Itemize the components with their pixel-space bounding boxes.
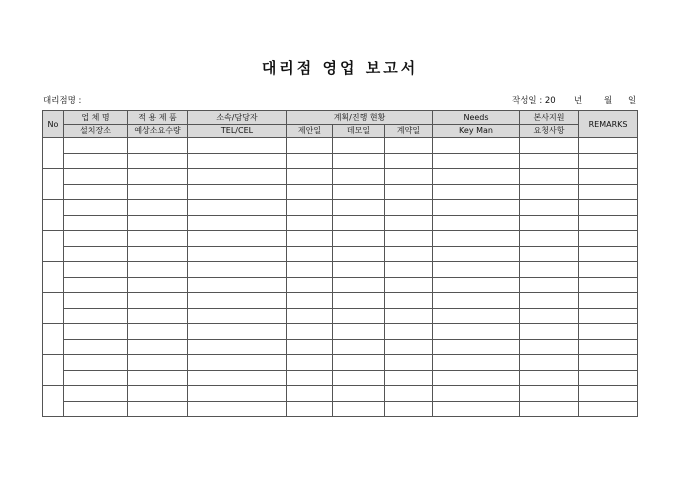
entry-cell[interactable] <box>385 184 433 200</box>
entry-cell[interactable] <box>64 231 128 247</box>
report-title: 대리점 영업 보고서 <box>261 59 419 77</box>
entry-row <box>43 355 638 371</box>
entry-row <box>43 277 638 293</box>
entry-cell[interactable] <box>385 324 433 340</box>
entry-cell[interactable] <box>128 324 188 340</box>
header-no: No <box>43 111 64 138</box>
entry-cell[interactable] <box>333 169 385 185</box>
header-row-2 <box>43 124 638 138</box>
entry-cell[interactable] <box>64 355 128 371</box>
entry-cell[interactable] <box>520 308 579 324</box>
entry-cell[interactable] <box>520 355 579 371</box>
entry-row <box>43 324 638 340</box>
entry-cell[interactable] <box>433 169 520 185</box>
entry-cell[interactable] <box>64 293 128 309</box>
entry-cell[interactable] <box>128 262 188 278</box>
entry-cell[interactable] <box>333 324 385 340</box>
entry-cell[interactable] <box>188 324 287 340</box>
entry-cell[interactable] <box>64 153 128 169</box>
entry-cell[interactable] <box>385 153 433 169</box>
entry-cell[interactable] <box>520 277 579 293</box>
entry-row <box>43 401 638 417</box>
entry-cell[interactable] <box>579 401 638 417</box>
entry-cell[interactable] <box>188 153 287 169</box>
entry-cell[interactable] <box>520 138 579 154</box>
header-affiliation: 소속/담당자 <box>188 111 287 125</box>
entry-cell[interactable] <box>64 215 128 231</box>
entry-cell[interactable] <box>433 262 520 278</box>
entry-cell[interactable] <box>64 277 128 293</box>
entry-cell[interactable] <box>433 184 520 200</box>
header-tel: TEL/CEL <box>188 124 287 138</box>
entry-cell[interactable] <box>188 231 287 247</box>
entry-cell[interactable] <box>433 153 520 169</box>
entry-cell[interactable] <box>520 246 579 262</box>
header-install-place: 설치장소 <box>64 124 128 138</box>
entry-cell[interactable] <box>433 277 520 293</box>
entry-cell[interactable] <box>579 386 638 402</box>
header-row-1 <box>43 111 638 125</box>
entry-cell[interactable] <box>287 231 333 247</box>
entry-cell[interactable] <box>333 308 385 324</box>
entry-cell[interactable] <box>188 277 287 293</box>
entry-no-cell[interactable] <box>43 200 64 231</box>
header-request: 요청사항 <box>520 124 579 138</box>
entry-cell[interactable] <box>188 262 287 278</box>
entry-cell[interactable] <box>128 200 188 216</box>
entry-cell[interactable] <box>385 401 433 417</box>
entry-cell[interactable] <box>385 262 433 278</box>
entry-cell[interactable] <box>287 370 333 386</box>
entry-cell[interactable] <box>64 401 128 417</box>
entry-cell[interactable] <box>287 339 333 355</box>
entry-cell[interactable] <box>433 401 520 417</box>
entry-cell[interactable] <box>333 355 385 371</box>
entry-row <box>43 169 638 185</box>
report-body <box>43 138 638 417</box>
entry-no-cell[interactable] <box>43 324 64 355</box>
entry-no-cell[interactable] <box>43 293 64 324</box>
entry-cell[interactable] <box>287 386 333 402</box>
entry-cell[interactable] <box>385 308 433 324</box>
entry-row <box>43 231 638 247</box>
entry-cell[interactable] <box>433 200 520 216</box>
entry-no-cell[interactable] <box>43 138 64 169</box>
entry-cell[interactable] <box>385 386 433 402</box>
entry-cell[interactable] <box>64 308 128 324</box>
entry-cell[interactable] <box>579 293 638 309</box>
entry-cell[interactable] <box>385 355 433 371</box>
entry-cell[interactable] <box>287 153 333 169</box>
entry-row <box>43 184 638 200</box>
header-product: 적 용 제 품 <box>128 111 188 125</box>
entry-cell[interactable] <box>385 339 433 355</box>
entry-cell[interactable] <box>188 401 287 417</box>
entry-cell[interactable] <box>64 262 128 278</box>
entry-row <box>43 386 638 402</box>
entry-cell[interactable] <box>385 215 433 231</box>
entry-cell[interactable] <box>333 138 385 154</box>
entry-cell[interactable] <box>64 200 128 216</box>
agency-name-label: 대리점명 : <box>43 96 82 106</box>
entry-cell[interactable] <box>333 293 385 309</box>
entry-row <box>43 370 638 386</box>
header-demo-date: 데모일 <box>333 124 385 138</box>
entry-cell[interactable] <box>64 138 128 154</box>
date-label: 작성일 : 20 <box>512 96 556 106</box>
entry-cell[interactable] <box>333 231 385 247</box>
entry-cell[interactable] <box>385 277 433 293</box>
entry-cell[interactable] <box>64 246 128 262</box>
entry-cell[interactable] <box>520 339 579 355</box>
entry-cell[interactable] <box>579 215 638 231</box>
entry-cell[interactable] <box>128 215 188 231</box>
entry-cell[interactable] <box>520 262 579 278</box>
entry-cell[interactable] <box>579 200 638 216</box>
entry-cell[interactable] <box>188 308 287 324</box>
day-unit: 일 <box>628 96 637 106</box>
entry-cell[interactable] <box>287 277 333 293</box>
entry-row <box>43 200 638 216</box>
entry-cell[interactable] <box>188 138 287 154</box>
entry-cell[interactable] <box>385 169 433 185</box>
entry-cell[interactable] <box>579 184 638 200</box>
entry-cell[interactable] <box>333 153 385 169</box>
entry-cell[interactable] <box>385 200 433 216</box>
entry-cell[interactable] <box>188 293 287 309</box>
month-unit: 월 <box>604 96 613 106</box>
entry-cell[interactable] <box>333 277 385 293</box>
entry-row <box>43 246 638 262</box>
entry-cell[interactable] <box>579 308 638 324</box>
entry-cell[interactable] <box>128 339 188 355</box>
entry-cell[interactable] <box>287 169 333 185</box>
entry-cell[interactable] <box>64 386 128 402</box>
entry-cell[interactable] <box>333 401 385 417</box>
entry-cell[interactable] <box>520 386 579 402</box>
entry-cell[interactable] <box>385 138 433 154</box>
entry-cell[interactable] <box>64 169 128 185</box>
entry-cell[interactable] <box>579 169 638 185</box>
entry-cell[interactable] <box>579 355 638 371</box>
entry-cell[interactable] <box>579 324 638 340</box>
header-needs: Needs <box>433 111 520 125</box>
header-plan-status: 계획/진행 현황 <box>287 111 433 125</box>
entry-cell[interactable] <box>287 308 333 324</box>
entry-cell[interactable] <box>385 231 433 247</box>
entry-cell[interactable] <box>188 246 287 262</box>
entry-cell[interactable] <box>333 184 385 200</box>
entry-cell[interactable] <box>579 153 638 169</box>
entry-cell[interactable] <box>128 386 188 402</box>
entry-cell[interactable] <box>128 246 188 262</box>
entry-cell[interactable] <box>287 184 333 200</box>
entry-row <box>43 293 638 309</box>
entry-cell[interactable] <box>188 339 287 355</box>
header-contract-date: 계약일 <box>385 124 433 138</box>
entry-row <box>43 339 638 355</box>
entry-cell[interactable] <box>333 246 385 262</box>
entry-cell[interactable] <box>333 386 385 402</box>
entry-cell[interactable] <box>287 215 333 231</box>
entry-cell[interactable] <box>64 324 128 340</box>
entry-cell[interactable] <box>433 215 520 231</box>
header-company: 업 체 명 <box>64 111 128 125</box>
entry-cell[interactable] <box>433 246 520 262</box>
entry-cell[interactable] <box>520 153 579 169</box>
entry-cell[interactable] <box>520 200 579 216</box>
entry-cell[interactable] <box>128 184 188 200</box>
entry-cell[interactable] <box>433 386 520 402</box>
entry-cell[interactable] <box>433 138 520 154</box>
entry-cell[interactable] <box>128 308 188 324</box>
entry-row <box>43 138 638 154</box>
entry-cell[interactable] <box>64 184 128 200</box>
entry-cell[interactable] <box>128 231 188 247</box>
entry-cell[interactable] <box>287 262 333 278</box>
entry-cell[interactable] <box>433 231 520 247</box>
entry-row <box>43 308 638 324</box>
entry-cell[interactable] <box>433 293 520 309</box>
entry-cell[interactable] <box>188 370 287 386</box>
entry-cell[interactable] <box>520 370 579 386</box>
header-proposal-date: 제안일 <box>287 124 333 138</box>
entry-cell[interactable] <box>287 246 333 262</box>
entry-cell[interactable] <box>128 153 188 169</box>
report-table <box>42 110 638 417</box>
header-remarks: REMARKS <box>579 111 638 138</box>
entry-cell[interactable] <box>520 184 579 200</box>
entry-cell[interactable] <box>128 370 188 386</box>
entry-cell[interactable] <box>385 370 433 386</box>
entry-cell[interactable] <box>188 200 287 216</box>
entry-cell[interactable] <box>287 138 333 154</box>
entry-cell[interactable] <box>579 262 638 278</box>
entry-cell[interactable] <box>128 293 188 309</box>
entry-no-cell[interactable] <box>43 355 64 386</box>
entry-cell[interactable] <box>433 324 520 340</box>
entry-row <box>43 262 638 278</box>
entry-cell[interactable] <box>64 370 128 386</box>
entry-cell[interactable] <box>128 355 188 371</box>
entry-cell[interactable] <box>333 215 385 231</box>
entry-cell[interactable] <box>188 169 287 185</box>
entry-cell[interactable] <box>433 308 520 324</box>
entry-no-cell[interactable] <box>43 386 64 417</box>
entry-row <box>43 215 638 231</box>
entry-cell[interactable] <box>520 215 579 231</box>
year-unit: 년 <box>574 96 583 106</box>
entry-cell[interactable] <box>287 293 333 309</box>
entry-no-cell[interactable] <box>43 231 64 262</box>
header-hq-support: 본사지원 <box>520 111 579 125</box>
entry-cell[interactable] <box>433 370 520 386</box>
entry-cell[interactable] <box>520 293 579 309</box>
entry-cell[interactable] <box>520 231 579 247</box>
entry-no-cell[interactable] <box>43 169 64 200</box>
header-expected-demand: 예상소요수량 <box>128 124 188 138</box>
entry-cell[interactable] <box>333 370 385 386</box>
entry-no-cell[interactable] <box>43 262 64 293</box>
entry-cell[interactable] <box>287 200 333 216</box>
entry-cell[interactable] <box>128 169 188 185</box>
entry-cell[interactable] <box>520 401 579 417</box>
entry-cell[interactable] <box>579 370 638 386</box>
entry-cell[interactable] <box>433 355 520 371</box>
entry-cell[interactable] <box>579 339 638 355</box>
entry-cell[interactable] <box>520 324 579 340</box>
entry-cell[interactable] <box>287 355 333 371</box>
entry-row <box>43 153 638 169</box>
entry-cell[interactable] <box>287 401 333 417</box>
entry-cell[interactable] <box>579 277 638 293</box>
entry-cell[interactable] <box>520 169 579 185</box>
entry-cell[interactable] <box>385 293 433 309</box>
entry-cell[interactable] <box>188 386 287 402</box>
entry-cell[interactable] <box>128 401 188 417</box>
entry-cell[interactable] <box>385 246 433 262</box>
entry-cell[interactable] <box>579 231 638 247</box>
entry-cell[interactable] <box>433 339 520 355</box>
entry-cell[interactable] <box>333 262 385 278</box>
entry-cell[interactable] <box>128 277 188 293</box>
entry-cell[interactable] <box>188 215 287 231</box>
entry-cell[interactable] <box>333 339 385 355</box>
entry-cell[interactable] <box>333 200 385 216</box>
entry-cell[interactable] <box>188 355 287 371</box>
header-key-man: Key Man <box>433 124 520 138</box>
entry-cell[interactable] <box>64 339 128 355</box>
entry-cell[interactable] <box>287 324 333 340</box>
entry-cell[interactable] <box>188 184 287 200</box>
entry-cell[interactable] <box>579 246 638 262</box>
entry-cell[interactable] <box>128 138 188 154</box>
entry-cell[interactable] <box>579 138 638 154</box>
